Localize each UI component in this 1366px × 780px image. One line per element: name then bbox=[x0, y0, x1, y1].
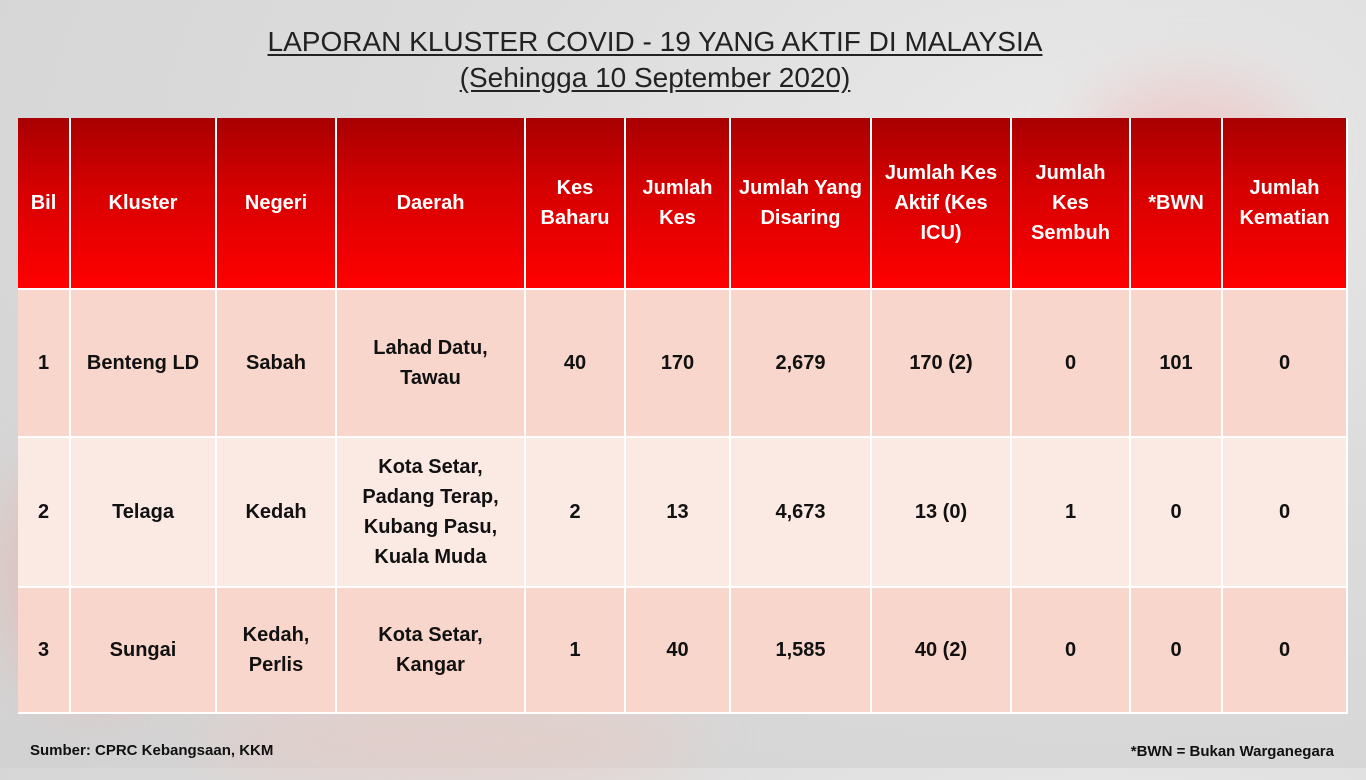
cell-negeri: Kedah bbox=[217, 438, 337, 588]
header-jumlah-disaring: Jumlah Yang Disaring bbox=[731, 118, 872, 290]
cell-kes-baharu: 2 bbox=[526, 438, 626, 588]
cluster-table bbox=[18, 118, 1348, 714]
cell-negeri: Kedah, Perlis bbox=[217, 588, 337, 714]
cell-kluster: Sungai bbox=[71, 588, 217, 714]
cell-kes-sembuh: 0 bbox=[1012, 290, 1131, 438]
bwn-legend: *BWN = Bukan Warganegara bbox=[1130, 743, 1334, 760]
cell-kes-sembuh: 0 bbox=[1012, 588, 1131, 714]
header-kematian: Jumlah Kematian bbox=[1223, 118, 1348, 290]
header-kluster: Kluster bbox=[71, 118, 217, 290]
cell-kes-baharu: 1 bbox=[526, 588, 626, 714]
cell-bwn: 0 bbox=[1131, 588, 1223, 714]
report-title bbox=[0, 24, 1310, 96]
header-negeri: Negeri bbox=[217, 118, 337, 290]
cell-negeri: Sabah bbox=[217, 290, 337, 438]
title-line-1: LAPORAN KLUSTER COVID - 19 YANG AKTIF DI MALAYSIA bbox=[267, 26, 1043, 57]
source-note: Sumber: CPRC Kebangsaan, KKM bbox=[30, 742, 274, 759]
cell-bil: 1 bbox=[18, 290, 71, 438]
cell-daerah: Kota Setar, Padang Terap, Kubang Pasu, Kuala Muda bbox=[337, 438, 526, 588]
cell-bil: 2 bbox=[18, 438, 71, 588]
header-daerah: Daerah bbox=[337, 118, 526, 290]
cell-jumlah-kes: 40 bbox=[626, 588, 731, 714]
cell-kluster: Benteng LD bbox=[71, 290, 217, 438]
table-row bbox=[18, 588, 1348, 714]
cell-kes-aktif: 13 (0) bbox=[872, 438, 1012, 588]
cell-daerah: Kota Setar, Kangar bbox=[337, 588, 526, 714]
cell-bil: 3 bbox=[18, 588, 71, 714]
table-header-row bbox=[18, 118, 1348, 290]
header-kes-aktif: Jumlah Kes Aktif (Kes ICU) bbox=[872, 118, 1012, 290]
cell-daerah: Lahad Datu, Tawau bbox=[337, 290, 526, 438]
cell-bwn: 101 bbox=[1131, 290, 1223, 438]
header-jumlah-kes: Jumlah Kes bbox=[626, 118, 731, 290]
cell-kes-aktif: 40 (2) bbox=[872, 588, 1012, 714]
header-kes-baharu: Kes Baharu bbox=[526, 118, 626, 290]
header-bwn: *BWN bbox=[1131, 118, 1223, 290]
cell-kematian: 0 bbox=[1223, 438, 1348, 588]
cell-kes-aktif: 170 (2) bbox=[872, 290, 1012, 438]
cell-jumlah-disaring: 1,585 bbox=[731, 588, 872, 714]
cell-kematian: 0 bbox=[1223, 290, 1348, 438]
table-row bbox=[18, 438, 1348, 588]
cell-kluster: Telaga bbox=[71, 438, 217, 588]
cell-kematian: 0 bbox=[1223, 588, 1348, 714]
title-line-2: (Sehingga 10 September 2020) bbox=[459, 62, 851, 93]
cell-kes-sembuh: 1 bbox=[1012, 438, 1131, 588]
cell-jumlah-disaring: 2,679 bbox=[731, 290, 872, 438]
table-row bbox=[18, 290, 1348, 438]
cell-jumlah-disaring: 4,673 bbox=[731, 438, 872, 588]
cell-jumlah-kes: 170 bbox=[626, 290, 731, 438]
header-kes-sembuh: Jumlah Kes Sembuh bbox=[1012, 118, 1131, 290]
header-bil: Bil bbox=[18, 118, 71, 290]
cell-jumlah-kes: 13 bbox=[626, 438, 731, 588]
cell-bwn: 0 bbox=[1131, 438, 1223, 588]
cell-kes-baharu: 40 bbox=[526, 290, 626, 438]
